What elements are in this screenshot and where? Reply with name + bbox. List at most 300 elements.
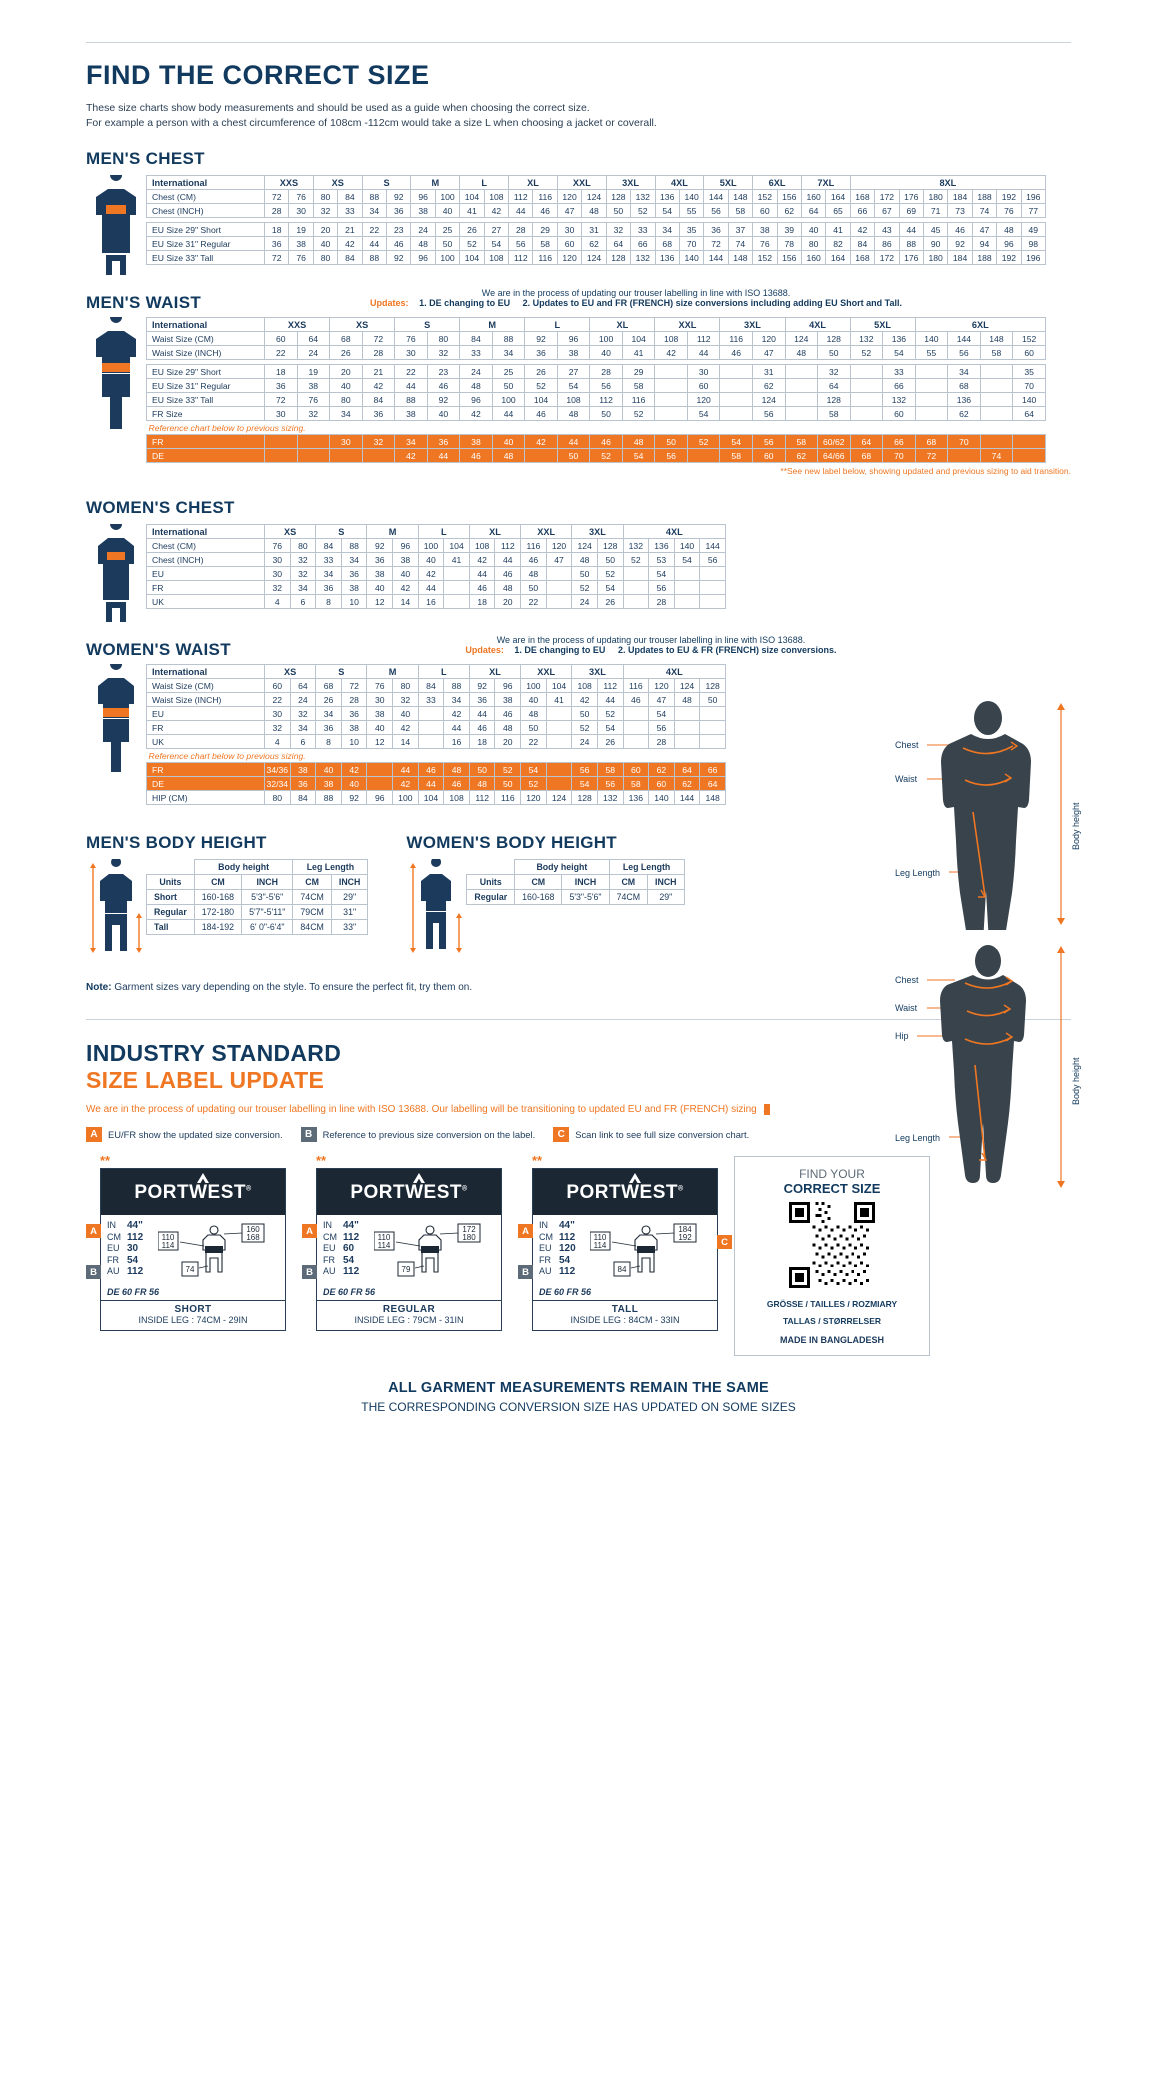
label-tag-a: A	[302, 1224, 317, 1238]
table-cell: 96	[367, 791, 393, 805]
table-cell: 58	[818, 407, 851, 421]
table-cell: 100	[521, 679, 547, 693]
size-label-card	[86, 1153, 286, 1331]
table-row	[147, 581, 726, 595]
table-cell: 112	[495, 539, 521, 553]
table-cell: 36	[469, 693, 495, 707]
bh-unit-header: CM	[194, 875, 241, 890]
table-row	[147, 679, 726, 693]
table-cell	[720, 379, 753, 393]
section-mens-body-height-title: MEN'S BODY HEIGHT	[86, 833, 267, 852]
table-cell: 60	[649, 777, 675, 791]
label-conversion-row	[323, 1266, 359, 1278]
male-height-icon	[86, 859, 146, 955]
col-header-size: XL	[469, 525, 520, 539]
table-row	[147, 190, 1046, 204]
table-cell: 64/66	[818, 449, 851, 463]
table-cell: 32	[393, 693, 419, 707]
table-cell: 76	[753, 237, 777, 251]
label-figure	[143, 1220, 281, 1284]
table-cell: 88	[341, 539, 367, 553]
table-cell: 14	[393, 595, 419, 609]
table-cell: 52	[597, 707, 623, 721]
table-cell: 124	[582, 251, 606, 265]
label-measure-area	[101, 1215, 285, 1286]
svg-text:Leg Length: Leg Length	[895, 868, 941, 878]
table-cell: 30	[265, 567, 291, 581]
table-cell: 62	[785, 449, 818, 463]
label-fit-info	[317, 1300, 501, 1330]
table-cell: 56	[649, 581, 675, 595]
page-title: FIND THE CORRECT SIZE	[86, 60, 430, 90]
table-cell: 46	[623, 693, 649, 707]
table-cell: 136	[623, 791, 649, 805]
table-cell: 100	[492, 393, 525, 407]
table-cell: 50	[590, 407, 623, 421]
table-cell	[418, 707, 444, 721]
label-tag-b: B	[302, 1265, 317, 1279]
bh-cell: 84CM	[293, 920, 331, 935]
table-cell: 52	[631, 204, 655, 218]
table-cell: 56	[649, 721, 675, 735]
table-cell: 46	[525, 407, 558, 421]
table-cell: 84	[338, 251, 362, 265]
table-cell: 80	[427, 332, 460, 346]
table-cell: 8	[316, 735, 342, 749]
table-cell: 12	[367, 735, 393, 749]
table-cell: 96	[557, 332, 590, 346]
svg-text:192: 192	[678, 1233, 693, 1243]
label-conversion-row	[539, 1220, 576, 1232]
table-cell: 108	[484, 190, 508, 204]
table-cell: 92	[341, 791, 367, 805]
label-brand-band	[533, 1169, 717, 1215]
table-cell	[546, 595, 572, 609]
svg-text:168: 168	[246, 1233, 260, 1243]
table-cell: 156	[777, 251, 801, 265]
table-cell	[720, 365, 753, 379]
table-cell: 96	[411, 251, 435, 265]
table-cell: 192	[997, 190, 1021, 204]
table-cell: 116	[521, 539, 547, 553]
table-cell: 72	[265, 190, 289, 204]
table-cell: 46	[469, 721, 495, 735]
table-cell: 180	[923, 190, 947, 204]
conversion-value: 30	[127, 1243, 139, 1255]
table-cell: 54	[883, 346, 916, 360]
row-label: FR	[147, 435, 265, 449]
table-row	[147, 393, 1046, 407]
table-cell	[525, 449, 558, 463]
table-cell: 50	[521, 581, 547, 595]
table-cell: 26	[597, 735, 623, 749]
conversion-value: 112	[127, 1266, 144, 1278]
table-cell: 65	[826, 204, 850, 218]
table-cell: 124	[752, 393, 785, 407]
table-cell: 92	[367, 539, 393, 553]
row-label: Chest (INCH)	[147, 204, 265, 218]
col-header-international: International	[147, 318, 265, 332]
table-cell: 35	[679, 223, 703, 237]
conversion-value: 60	[343, 1243, 355, 1255]
table-cell	[297, 449, 330, 463]
section-womens-waist-title: WOMEN'S WAIST	[86, 640, 231, 659]
table-cell: 70	[679, 237, 703, 251]
table-cell: 73	[948, 204, 972, 218]
table-cell: 96	[997, 237, 1021, 251]
industry-title-1: INDUSTRY STANDARD	[86, 1040, 342, 1066]
table-cell: 28	[341, 693, 367, 707]
female-waist-icon	[86, 664, 146, 778]
col-header-size: M	[367, 525, 418, 539]
svg-text:Body height: Body height	[1071, 802, 1081, 850]
table-cell: 66	[631, 237, 655, 251]
table-cell: 19	[297, 365, 330, 379]
table-cell: 42	[572, 693, 598, 707]
table-cell: 50	[557, 449, 590, 463]
col-header-size: XL	[590, 318, 655, 332]
w-update-line-1: We are in the process of updating our trouser labelling in line with ISO 13688.	[496, 635, 806, 645]
table-cell: 52	[687, 435, 720, 449]
table-cell: 54	[720, 435, 753, 449]
conversion-value: 54	[559, 1254, 571, 1266]
table-cell: 52	[590, 449, 623, 463]
table-cell	[700, 707, 726, 721]
legend-item-b	[301, 1127, 536, 1142]
label-person-diagram-icon	[374, 1222, 482, 1284]
table-cell: 48	[444, 763, 470, 777]
table-cell: 40	[435, 204, 459, 218]
table-cell: 46	[948, 223, 972, 237]
table-cell: 56	[572, 763, 598, 777]
svg-text:Chest: Chest	[895, 740, 919, 750]
womens-waist-update-note	[231, 635, 1071, 655]
table-cell: 120	[546, 539, 572, 553]
table-cell: 47	[649, 693, 675, 707]
table-cell	[655, 393, 688, 407]
conversion-key: FR	[107, 1254, 119, 1265]
row-label: DE	[147, 777, 265, 791]
table-cell	[546, 721, 572, 735]
table-cell: 60/62	[818, 435, 851, 449]
col-header-size: XXL	[521, 525, 572, 539]
mens-waist-block	[86, 317, 1071, 463]
table-cell: 74	[980, 449, 1013, 463]
table-cell: 56	[704, 204, 728, 218]
table-cell: 92	[427, 393, 460, 407]
table-cell: 64	[674, 763, 700, 777]
table-cell	[546, 735, 572, 749]
table-cell: 56	[597, 777, 623, 791]
section-womens-body-height-title: WOMEN'S BODY HEIGHT	[406, 833, 617, 852]
table-cell: 36	[387, 204, 411, 218]
table-cell: 140	[915, 332, 948, 346]
table-cell: 38	[395, 407, 428, 421]
table-cell: 30	[330, 435, 363, 449]
table-cell: 68	[655, 237, 679, 251]
table-cell: 62	[582, 237, 606, 251]
table-cell: 76	[289, 190, 313, 204]
table-cell: 69	[899, 204, 923, 218]
label-measure-area	[317, 1215, 501, 1286]
conversion-key: CM	[539, 1231, 553, 1242]
table-cell: 58	[597, 763, 623, 777]
label-conversion-row	[323, 1243, 359, 1255]
table-cell: 54	[649, 567, 675, 581]
table-header-row	[147, 176, 1046, 190]
table-cell: 32	[313, 204, 337, 218]
table-cell	[850, 393, 883, 407]
womens-chest-figure	[86, 524, 146, 626]
table-cell	[700, 735, 726, 749]
table-cell: 48	[582, 204, 606, 218]
fit-note-text: Garment sizes vary depending on the style. To ensure the perfect fit, try them on.	[111, 982, 473, 993]
table-cell	[674, 721, 700, 735]
table-cell: 55	[679, 204, 703, 218]
table-cell: 92	[948, 237, 972, 251]
table-cell: 48	[674, 693, 700, 707]
row-label: FR	[147, 581, 265, 595]
table-cell: 60	[883, 407, 916, 421]
table-cell: 34	[655, 223, 679, 237]
table-cell: 140	[679, 251, 703, 265]
previous-sizing-row	[147, 449, 1046, 463]
mens-waist-star-note: **See new label below, showing updated and previous sizing to aid transition.	[780, 466, 1071, 476]
table-row	[147, 379, 1046, 393]
table-cell: 67	[875, 204, 899, 218]
bh-row-label: Regular	[147, 905, 195, 920]
female-model-figure-icon	[893, 945, 1083, 1195]
bh-cell: 184-192	[194, 920, 241, 935]
table-cell: 120	[752, 332, 785, 346]
legend-chip-a: A	[86, 1127, 102, 1142]
table-cell: 80	[330, 393, 363, 407]
table-cell: 38	[289, 237, 313, 251]
w-update-item-1: 1. DE changing to EU	[514, 645, 606, 655]
table-cell: 34	[330, 407, 363, 421]
table-cell: 94	[972, 237, 996, 251]
table-cell: 148	[700, 791, 726, 805]
update-line-1: We are in the process of updating our trouser labelling in line with ISO 13688.	[481, 288, 791, 298]
table-cell: 64	[850, 435, 883, 449]
legend-item-c	[553, 1127, 749, 1142]
table-cell: 48	[469, 777, 495, 791]
table-cell: 50	[655, 435, 688, 449]
table-cell: 46	[495, 567, 521, 581]
row-label: EU Size 33" Tall	[147, 393, 265, 407]
table-cell: 8	[316, 595, 342, 609]
conversion-key: FR	[323, 1254, 335, 1265]
table-cell: 88	[899, 237, 923, 251]
bh-group-header	[147, 860, 368, 875]
table-cell: 46	[427, 379, 460, 393]
col-header-size: XXS	[265, 318, 330, 332]
table-cell: 80	[265, 791, 291, 805]
table-cell: 56	[752, 407, 785, 421]
bh-group-label: Body height	[194, 860, 293, 875]
legend-text-c: Scan link to see full size conversion chart.	[575, 1129, 750, 1141]
row-label: EU Size 31" Regular	[147, 379, 265, 393]
table-cell: 44	[469, 707, 495, 721]
table-cell: 22	[265, 693, 291, 707]
table-cell	[674, 581, 700, 595]
table-cell: 116	[622, 393, 655, 407]
qr-correct-size-text: CORRECT SIZE	[783, 1181, 881, 1197]
womens-body-height-block	[406, 819, 684, 960]
table-cell: 36	[427, 435, 460, 449]
table-cell: 116	[533, 251, 557, 265]
bh-cell: 172-180	[194, 905, 241, 920]
table-cell: 72	[341, 679, 367, 693]
table-cell	[418, 721, 444, 735]
table-cell	[655, 365, 688, 379]
table-cell	[720, 393, 753, 407]
label-inside-leg: INSIDE LEG : 79CM - 31IN	[354, 1315, 464, 1326]
table-cell: 41	[826, 223, 850, 237]
label-conversion-list	[323, 1220, 359, 1284]
label-tag-a: A	[86, 1224, 101, 1238]
table-cell: 44	[427, 449, 460, 463]
label-measure-area	[533, 1215, 717, 1286]
table-cell: 24	[290, 693, 316, 707]
table-cell: 40	[427, 407, 460, 421]
legend-text-a: EU/FR show the updated size conversion.	[108, 1129, 283, 1141]
table-cell: 26	[316, 693, 342, 707]
top-divider	[86, 42, 1071, 43]
table-cell: 88	[316, 791, 342, 805]
table-cell: 144	[700, 539, 726, 553]
bh-cell: 79CM	[293, 905, 331, 920]
svg-text:Waist: Waist	[895, 774, 918, 784]
bh-row	[467, 890, 684, 905]
table-cell	[700, 595, 726, 609]
table-cell: 46	[590, 435, 623, 449]
table-cell: 132	[597, 791, 623, 805]
table-cell	[623, 735, 649, 749]
table-cell: 62	[777, 204, 801, 218]
table-cell: 128	[572, 791, 598, 805]
table-cell: 66	[883, 435, 916, 449]
conversion-value: 112	[127, 1231, 144, 1243]
table-cell: 176	[899, 190, 923, 204]
label-fit-name: SHORT	[174, 1304, 212, 1316]
table-cell: 132	[883, 393, 916, 407]
table-cell: 128	[606, 251, 630, 265]
table-cell: 68	[948, 379, 981, 393]
label-brand-band	[317, 1169, 501, 1215]
row-label: UK	[147, 735, 265, 749]
table-cell: 50	[606, 204, 630, 218]
intro-line-1: These size charts show body measurements and should be used as a guide when choosing the correct size.	[86, 102, 590, 114]
label-conversion-row	[107, 1255, 143, 1267]
table-cell: 40	[341, 777, 367, 791]
table-cell: 70	[1013, 379, 1046, 393]
table-cell: 54	[674, 553, 700, 567]
bh-cell: 74CM	[293, 890, 331, 905]
table-cell: 86	[875, 237, 899, 251]
table-cell: 30	[395, 346, 428, 360]
table-cell: 38	[753, 223, 777, 237]
table-cell: 84	[338, 190, 362, 204]
bh-cell: 5'3"-5'6"	[242, 890, 293, 905]
mens-chest-table	[146, 175, 1046, 265]
table-cell: 144	[674, 791, 700, 805]
table-cell	[330, 449, 363, 463]
label-conversion-row	[539, 1243, 576, 1255]
qr-code-icon[interactable]	[789, 1202, 875, 1288]
table-cell: 112	[509, 190, 533, 204]
row-label: EU Size 31" Regular	[147, 237, 265, 251]
table-cell: 112	[469, 791, 495, 805]
label-tag-b: B	[86, 1265, 101, 1279]
table-cell: 24	[572, 595, 598, 609]
table-cell: 38	[460, 435, 493, 449]
womens-chest-table	[146, 524, 726, 609]
table-cell: 42	[395, 449, 428, 463]
table-cell: 196	[1021, 251, 1045, 265]
table-cell: 42	[341, 763, 367, 777]
update-item-1: 1. DE changing to EU	[419, 298, 511, 308]
table-cell	[418, 735, 444, 749]
table-cell: 92	[387, 190, 411, 204]
table-cell: 38	[367, 707, 393, 721]
table-cell: 52	[460, 237, 484, 251]
table-cell: 30	[367, 693, 393, 707]
table-cell: 30	[265, 707, 291, 721]
table-cell: 58	[533, 237, 557, 251]
table-cell: 136	[655, 251, 679, 265]
table-cell: 144	[704, 190, 728, 204]
col-header-size: L	[418, 665, 469, 679]
label-person-diagram-icon	[590, 1222, 698, 1284]
table-cell: 92	[525, 332, 558, 346]
table-cell: 90	[923, 237, 947, 251]
table-cell: 23	[387, 223, 411, 237]
svg-text:114: 114	[593, 1241, 607, 1251]
table-row	[147, 365, 1046, 379]
table-cell: 28	[509, 223, 533, 237]
table-cell: 39	[777, 223, 801, 237]
label-box	[100, 1168, 286, 1331]
table-cell: 42	[444, 707, 470, 721]
label-conversion-row	[107, 1266, 143, 1278]
table-row	[147, 595, 726, 609]
table-cell: 120	[557, 190, 581, 204]
table-cell: 128	[818, 332, 851, 346]
table-cell: 27	[484, 223, 508, 237]
table-cell: 22	[395, 365, 428, 379]
table-cell: 64	[801, 204, 825, 218]
table-cell: 74	[972, 204, 996, 218]
table-cell: 64	[1013, 407, 1046, 421]
table-cell: 33	[460, 346, 493, 360]
table-cell	[623, 581, 649, 595]
table-cell: 68	[316, 679, 342, 693]
table-row	[147, 721, 726, 735]
table-cell: 38	[495, 693, 521, 707]
row-label: Chest (INCH)	[147, 553, 265, 567]
bh-row-label: Short	[147, 890, 195, 905]
svg-text:Chest: Chest	[895, 975, 919, 985]
table-cell: 34	[444, 693, 470, 707]
table-cell: 54	[484, 237, 508, 251]
table-cell: 52	[623, 553, 649, 567]
svg-text:79: 79	[401, 1265, 411, 1275]
conversion-value: 112	[559, 1231, 576, 1243]
table-cell: 45	[923, 223, 947, 237]
size-label-card	[302, 1153, 502, 1331]
table-cell: 33	[883, 365, 916, 379]
